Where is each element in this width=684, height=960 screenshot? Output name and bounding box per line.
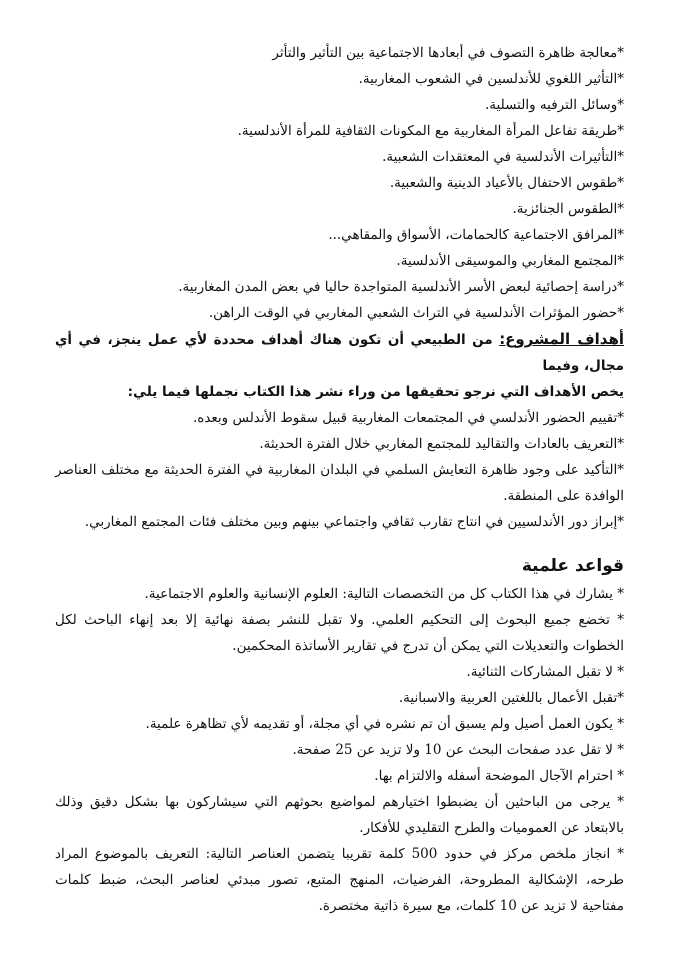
list-item: *وسائل الترفيه والتسلية. xyxy=(485,97,624,113)
rules-section xyxy=(55,551,624,919)
objective-item: *التأكيد على وجود ظاهرة التعايش السلمي في البلدان المغاربية في الفترة الحديثة مع مختلف العناصر الوافدة على المنطقة. xyxy=(55,462,624,504)
list-item: *طريقة تفاعل المرأة المغاربية مع المكونات الثقافية للمرأة الأندلسية. xyxy=(237,123,624,139)
list-item: *التأثير اللغوي للأندلسين في الشعوب المغاربية. xyxy=(358,71,624,87)
list-item: *المجتمع المغاربي والموسيقى الأندلسية. xyxy=(396,253,624,269)
document-body xyxy=(55,40,624,919)
rule-item: * تخضع جميع البحوث إلى التحكيم العلمي. ولا تقبل للنشر بصفة نهائية إلا بعد إنهاء الباحث لكل الخطوات والتعديلات التي يمكن أن تدرج في تقارير الأساتذة المحكمين. xyxy=(55,612,624,654)
objectives-heading: أهداف المشروع: xyxy=(499,330,624,348)
objectives-section xyxy=(55,326,624,535)
rule-item: * انجاز ملخص مركز في حدود 500 كلمة تقريبا يتضمن العناصر التالية: التعريف بالموضوع المراد طرحه، الإشكالية المطروحة، الفرضيات، المنهج المتبع، تصور مبدئي لعناصر البحث، ضبط كلمات مفتاحية لا تزيد عن 10 كلمات، مع سيرة ذاتية مختصرة. xyxy=(55,846,624,914)
list-item: *المرافق الاجتماعية كالحمامات، الأسواق والمقاهي... xyxy=(328,227,624,243)
list-item: *طقوس الاحتفال بالأعياد الدينية والشعبية. xyxy=(389,175,624,191)
list-item: *دراسة إحصائية لبعض الأسر الأندلسية المتواجدة حاليا في بعض المدن المغاربية. xyxy=(178,279,624,295)
objective-item: *تقييم الحضور الأندلسي في المجتمعات المغاربية قبيل سقوط الأندلس وبعده. xyxy=(192,410,624,426)
rule-item: * لا تقبل المشاركات الثنائية. xyxy=(466,664,624,680)
objectives-intro xyxy=(55,326,624,379)
rule-item: * يشارك في هذا الكتاب كل من التخصصات التالية: العلوم الإنسانية والعلوم الاجتماعية. xyxy=(144,586,624,602)
list-item: *حضور المؤثرات الأندلسية في التراث الشعبي المغاربي في الوقت الراهن. xyxy=(208,305,624,321)
rule-item: * يرجى من الباحثين أن يضبطوا اختيارهم لمواضيع بحوثهم التي سيشاركون بها بشكل دقيق وذلك بالابتعاد عن العموميات والطرح التقليدي للأفكار. xyxy=(55,794,624,836)
rule-item: * يكون العمل أصيل ولم يسبق أن تم نشره في أي مجلة، أو تقديمه لأي تظاهرة علمية. xyxy=(145,716,624,732)
rule-item: * لا تقل عدد صفحات البحث عن 10 ولا تزيد عن 25 صفحة. xyxy=(292,742,624,758)
rule-item: * احترام الآجال الموضحة أسفله والالتزام بها. xyxy=(374,768,624,784)
objective-item: *التعريف بالعادات والتقاليد للمجتمع المغاربي خلال الفترة الحديثة. xyxy=(259,436,624,452)
list-item: *الطقوس الجنائزية. xyxy=(512,201,624,217)
rule-item: *تقبل الأعمال باللغتين العربية والاسبانية. xyxy=(398,690,624,706)
list-item: *معالجة ظاهرة التصوف في أبعادها الاجتماعية بين التأثير والتأثر xyxy=(272,45,624,61)
list-item: *التأثيرات الأندلسية في المعتقدات الشعبية. xyxy=(382,149,624,165)
objectives-intro-line1: من الطبيعي أن تكون هناك أهداف محددة لأي عمل ينجز، في أي مجال، وفيما xyxy=(55,332,624,374)
topics-list xyxy=(55,40,624,326)
rules-heading: قواعد علمية xyxy=(521,556,624,576)
objective-item: *إبراز دور الأندلسيين في انتاج تقارب ثقافي واجتماعي بينهم وبين مختلف فئات المجتمع المغاربي. xyxy=(84,514,624,530)
objectives-intro-line2: يخص الأهداف التي نرجو تحقيقها من وراء نشر هذا الكتاب نجملها فيما يلي: xyxy=(127,384,624,400)
